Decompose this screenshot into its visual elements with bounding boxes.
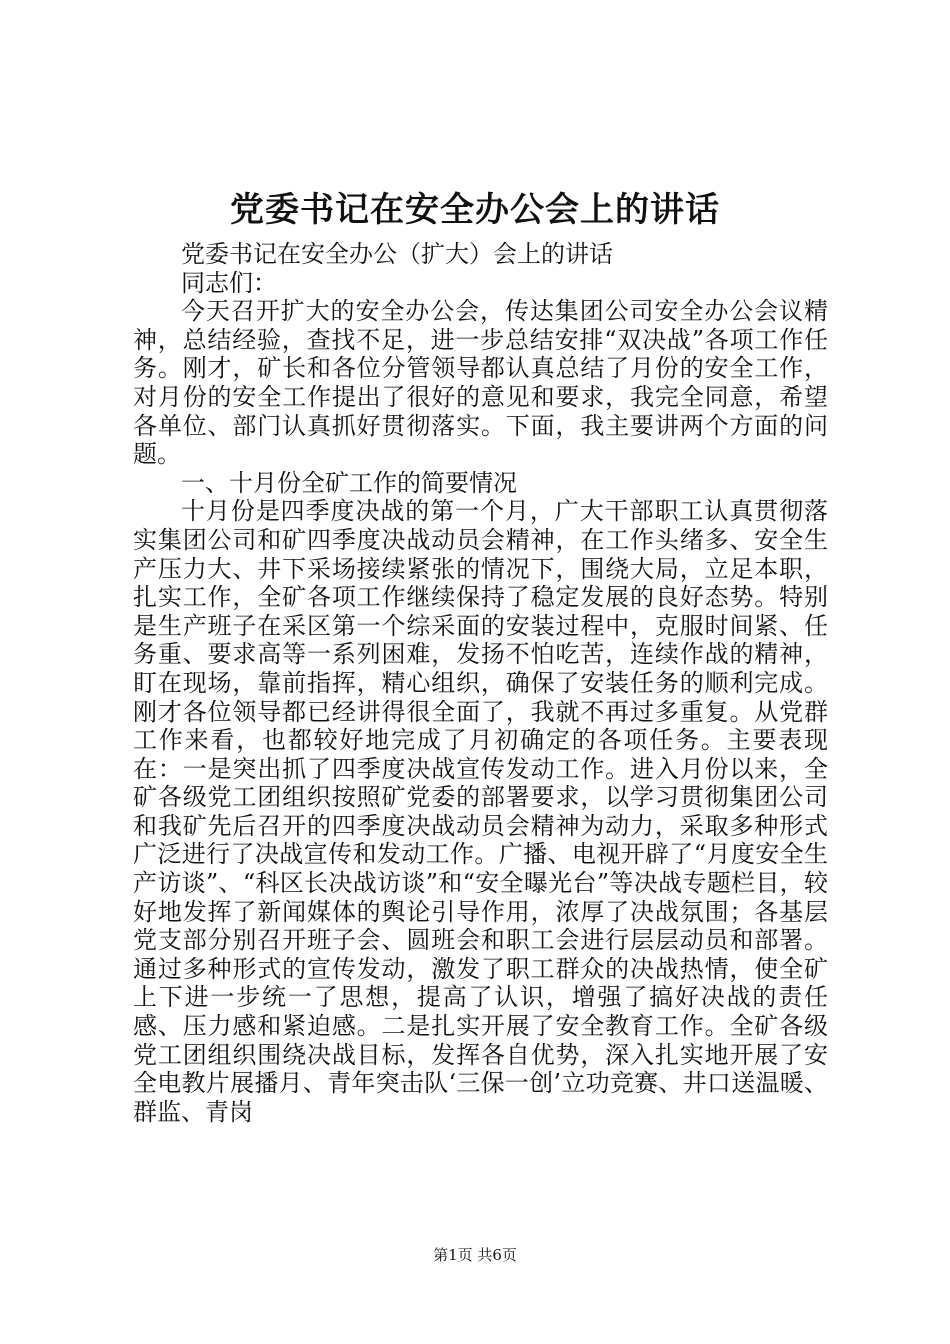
document-title: 党委书记在安全办公会上的讲话 xyxy=(230,190,720,230)
subtitle-line: 党委书记在安全办公（扩大）会上的讲话 xyxy=(181,240,613,268)
paragraph-intro: 今天召开扩大的安全办公会，传达集团公司安全办公会议精神，总结经验，查找不足，进一步总结安排“双决战”各项工作任务。刚才，矿长和各位分管领导都认真总结了月份的安全工作，对月份的安全工作提出了很好的意见和要求，我完全同意，希望各单位、部门认真抓好贯彻落实。下面，我主要讲两个方面的问题。 xyxy=(133,297,828,469)
section-heading-1: 一、十月份全矿工作的简要情况 xyxy=(181,468,517,497)
salutation: 同志们： xyxy=(181,268,277,297)
document-body xyxy=(133,240,828,1126)
paragraph-october-summary: 十月份是四季度决战的第一个月，广大干部职工认真贯彻落实集团公司和矿四季度决战动员会精神，在工作头绪多、安全生产压力大、井下采场接续紧张的情况下，围绕大局，立足本职，扎实工作，全矿各项工作继续保持了稳定发展的良好态势。特别是生产班子在采区第一个综采面的安装过程中，克服时间紧、任务重、要求高等一系列困难，发扬不怕吃苦，连续作战的精神，盯在现场，靠前指挥，精心组织，确保了安装任务的顺利完成。刚才各位领导都已经讲得很全面了，我就不再过多重复。从党群工作来看，也都较好地完成了月初确定的各项任务。主要表现在：一是突出抓了四季度决战宣传发动工作。进入月份以来，全矿各级党工团组织按照矿党委的部署要求，以学习贯彻集团公司和我矿先后召开的四季度决战动员会精神为动力，采取多种形式广泛进行了决战宣传和发动工作。广播、电视开辟了“月度安全生产访谈”、“科区长决战访谈”和“安全曝光台”等决战专题栏目，较好地发挥了新闻媒体的舆论引导作用，浓厚了决战氛围；各基层党支部分别召开班子会、圆班会和职工会进行层层动员和部署。通过多种形式的宣传发动，激发了职工群众的决战热情，使全矿上下进一步统一了思想，提高了认识，增强了搞好决战的责任感、压力感和紧迫感。二是扎实开展了安全教育工作。全矿各级党工团组织围绕决战目标，发挥各自优势，深入扎实地开展了安全电教片展播月、青年突击队‘三保一创’立功竞赛、井口送温暖、群监、青岗 xyxy=(133,497,828,1126)
page-footer: 第1页 共6页 xyxy=(433,1246,517,1264)
